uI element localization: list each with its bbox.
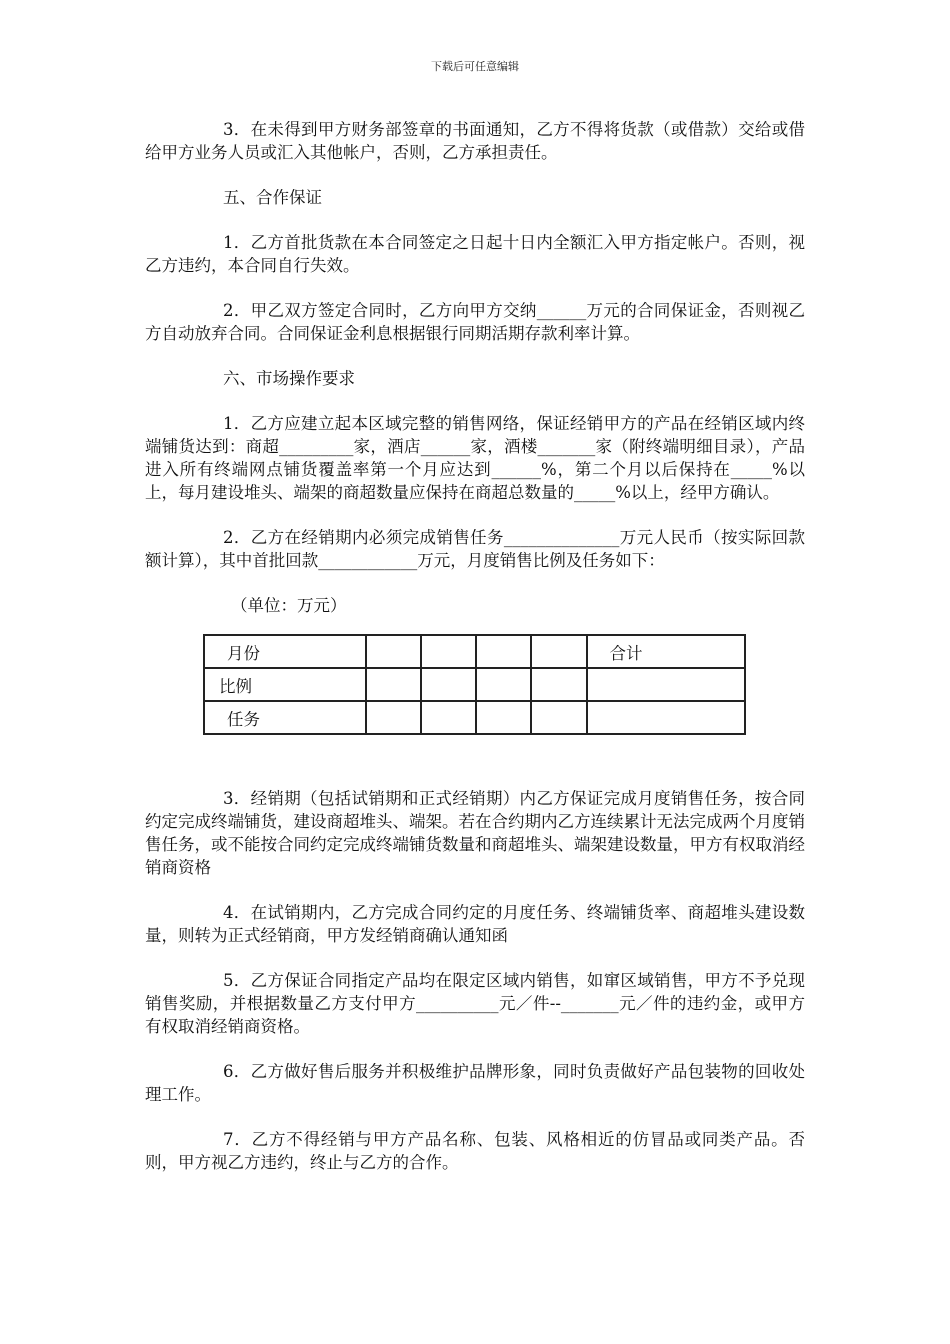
clause-first-payment: 1．乙方首批货款在本合同签定之日起十日内全额汇入甲方指定帐户。否则，视乙方违约，本合同自行失效。 <box>145 233 805 275</box>
table-cell: 比例 <box>204 668 366 701</box>
table-row <box>204 668 745 701</box>
table-cell <box>476 668 531 701</box>
clause-payment-notice: 3．在未得到甲方财务部签章的书面通知，乙方不得将货款（或借款）交给或借给甲方业务人员或汇入其他帐户，否则，乙方承担责任。 <box>145 120 805 162</box>
table-cell <box>421 701 476 734</box>
section-heading-cooperation-guarantee: 五、合作保证 <box>223 188 322 207</box>
clause-counterfeit: 7．乙方不得经销与甲方产品名称、包装、风格相近的仿冒品或同类产品。否则，甲方视乙方违约，终止与乙方的合作。 <box>145 1130 805 1172</box>
table-cell <box>366 701 421 734</box>
table-cell <box>587 701 746 734</box>
table-cell <box>476 701 531 734</box>
table-cell <box>587 668 746 701</box>
clause-territory: 5．乙方保证合同指定产品均在限定区域内销售，如窜区域销售，甲方不予兑现销售奖励，并根据数量乙方支付甲方__________元／件--_______元／件的违约金，或甲方有权取消经销商资格。 <box>145 971 805 1036</box>
clause-trial-period: 4．在试销期内，乙方完成合同约定的月度任务、终端铺货率、商超堆头建设数量，则转为正式经销商，甲方发经销商确认通知函 <box>145 903 805 945</box>
table-cell <box>421 668 476 701</box>
section-heading-market-operation: 六、市场操作要求 <box>223 369 355 388</box>
table-cell <box>421 635 476 668</box>
table-cell <box>531 701 586 734</box>
table-cell <box>531 668 586 701</box>
document-body <box>145 118 805 1196</box>
table-row <box>204 635 745 668</box>
table-cell: 合计 <box>587 635 746 668</box>
table-cell <box>366 668 421 701</box>
clause-sales-target: 2．乙方在经销期内必须完成销售任务______________万元人民币（按实际回款额计算），其中首批回款____________万元，月度销售比例及任务如下： <box>145 528 805 570</box>
table-cell <box>531 635 586 668</box>
clause-after-sales: 6．乙方做好售后服务并积极维护品牌形象，同时负责做好产品包装物的回收处理工作。 <box>145 1062 805 1104</box>
unit-label: （单位：万元） <box>231 596 347 615</box>
clause-deposit: 2．甲乙双方签定合同时，乙方向甲方交纳______万元的合同保证金，否则视乙方自动放弃合同。合同保证金利息根据银行同期活期存款利率计算。 <box>145 301 805 343</box>
monthly-sales-table <box>203 634 746 735</box>
table-cell <box>366 635 421 668</box>
clause-sales-network: 1．乙方应建立起本区域完整的销售网络，保证经销甲方的产品在经销区域内终端铺货达到：商超_________家，酒店______家，酒楼_______家（附终端明细目录），产品进入所有终端网点铺货覆盖率第一个月应达到______%，第二个月以后保持在_____%以上，每月建设堆头、端架的商超数量应保持在商超总数量的_____%以上，经甲方确认。 <box>145 414 805 502</box>
table-row <box>204 701 745 734</box>
clause-dealer-period: 3．经销期（包括试销期和正式经销期）内乙方保证完成月度销售任务，按合同约定完成终端铺货，建设商超堆头、端架。若在合约期内乙方连续累计无法完成两个月度销售任务，或不能按合同约定完成终端铺货数量和商超堆头、端架建设数量，甲方有权取消经销商资格 <box>145 789 805 877</box>
table-cell: 月份 <box>204 635 366 668</box>
page-header: 下载后可任意编辑 <box>431 60 519 73</box>
table-cell <box>476 635 531 668</box>
table-cell: 任务 <box>204 701 366 734</box>
